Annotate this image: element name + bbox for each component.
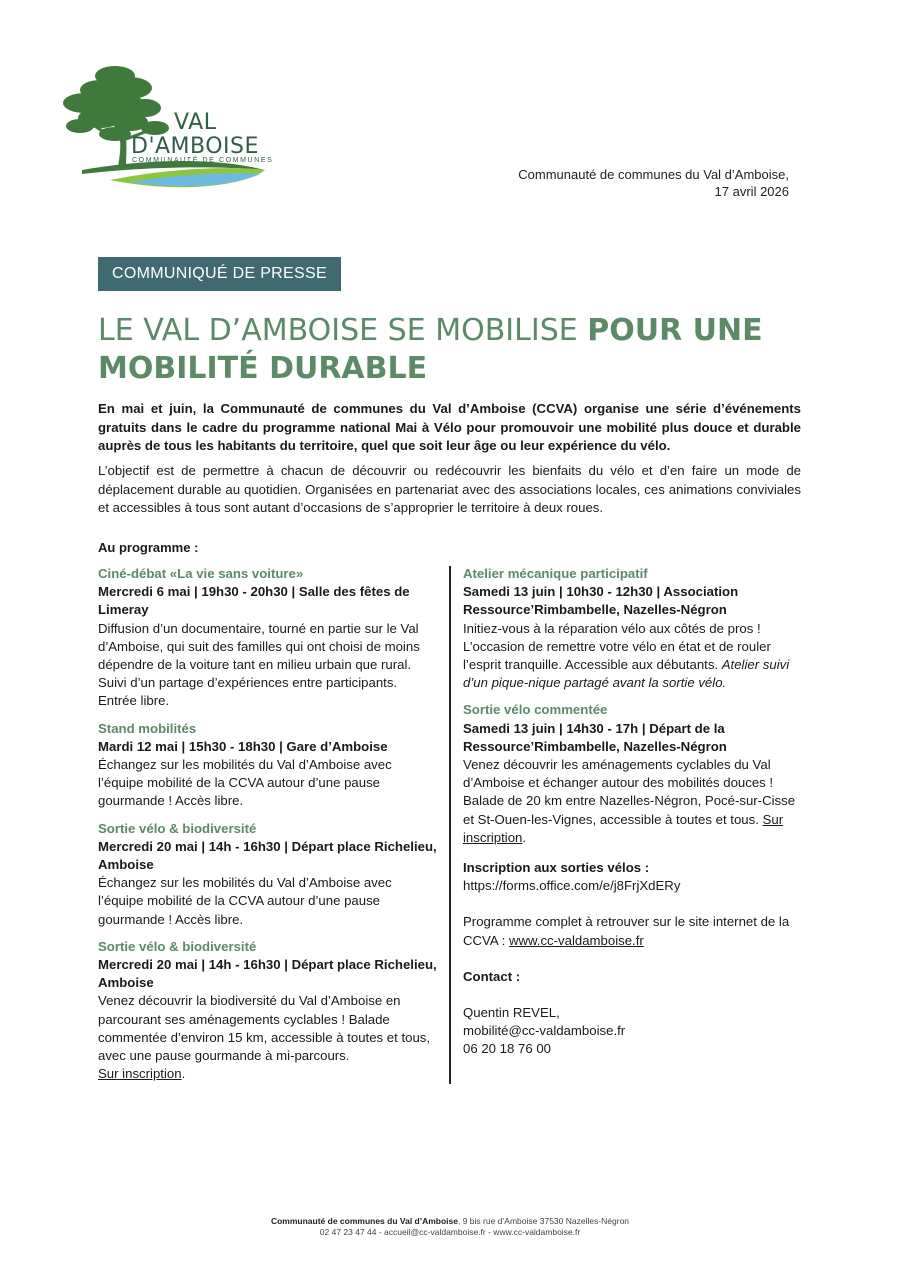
event-item <box>98 720 438 811</box>
event-when: Mercredi 20 mai | 14h - 16h30 | Départ place Richelieu, Amboise <box>98 957 437 991</box>
registration-link[interactable]: Sur inscription <box>463 811 784 845</box>
intro-paragraph: En mai et juin, la Communauté de communes du Val d’Amboise (CCVA) organise une série d’événements gratuits dans le cadre du programme national Mai à Vélo pour promouvoir une mobilité plus douce et durable auprès de tous les habitants du territoire, quel que soit leur âge ou leur expérience du vélo. <box>98 401 801 453</box>
event-desc <box>463 756 808 847</box>
page-title <box>98 312 798 388</box>
event-title: Sortie vélo & biodiversité <box>98 820 257 836</box>
event-when: Mercredi 20 mai | 14h - 16h30 | Départ place Richelieu, Amboise <box>98 838 437 873</box>
event-desc-text: Initiez-vous à la réparation vélo aux côtés de pros ! L’occasion de remettre votre vélo en état et de rouler l’esprit tranquille. Accessible aux débutants. <box>463 620 771 673</box>
event-title: Stand mobilités <box>98 720 197 736</box>
event-item <box>98 820 438 929</box>
event-title: Atelier mécanique participatif <box>463 566 648 581</box>
event-desc: Venez découvrir la biodiversité du Val d’Amboise en parcourant ses aménagements cyclables ! Balade commentée d’environ 15 km, accessible à toutes et tous, avec une pause gourmande à mi-parcours. <box>98 993 431 1064</box>
event-item <box>98 565 438 711</box>
column-divider <box>449 566 451 1084</box>
event-when: Samedi 13 juin | 14h30 - 17h | Départ de la Ressource’Rimbambelle, Nazelles-Négron <box>463 720 727 754</box>
right-column <box>463 565 808 1059</box>
event-title: Sortie vélo commentée <box>463 702 608 718</box>
website-block <box>463 913 808 949</box>
registration-label: Inscription aux sorties vélos : <box>463 860 650 876</box>
event-when: Mardi 12 mai | 15h30 - 18h30 | Gare d’Amboise <box>98 738 388 754</box>
event-desc: Diffusion d’un documentaire, tourné en partie sur le Val d’Amboise, qui suit des familles qui ont choisi de moins dépendre de la voiture tant en milieu urbain que rural. Suivi d’un partage d’expériences entre participants. Entrée libre. <box>98 620 420 709</box>
event-desc-italic: Atelier suivi d’un pique-nique partagé avant la sortie vélo. <box>463 657 790 691</box>
event-item <box>98 938 438 1084</box>
press-release-badge: COMMUNIQUÉ DE PRESSE <box>98 257 341 291</box>
logo <box>60 58 270 198</box>
contact-email[interactable]: mobilité@cc-valdamboise.fr <box>463 1023 626 1039</box>
logo-subtitle: COMMUNAUTÉ DE COMMUNES <box>132 157 274 164</box>
header-org-date <box>518 166 789 200</box>
title-bold-inline: POUR UNE <box>587 313 763 348</box>
logo-text-line2: D'AMBOISE <box>131 134 259 159</box>
contact-name: Quentin REVEL, <box>463 1005 560 1021</box>
registration-url[interactable]: https://forms.office.com/e/j8FrjXdERy <box>463 878 681 894</box>
footer-line1 <box>0 1216 900 1227</box>
tree-logo-icon <box>60 58 270 198</box>
registration-link[interactable]: Sur inscription <box>98 1066 182 1082</box>
event-desc <box>463 620 808 693</box>
event-registration <box>98 1065 438 1083</box>
website-text: Programme complet à retrouver sur le site internet de la CCVA : <box>463 914 790 948</box>
header-org: Communauté de communes du Val d’Amboise, <box>518 167 789 182</box>
event-title: Sortie vélo & biodiversité <box>98 938 257 954</box>
link-suffix: . <box>181 1066 186 1082</box>
event-when: Samedi 13 juin | 10h30 - 12h30 | Association Ressource’Rimbambelle, Nazelles-Négron <box>463 584 739 618</box>
event-desc: Échangez sur les mobilités du Val d’Amboise avec l’équipe mobilité de la CCVA autour d’une pause gourmande ! Accès libre. <box>98 757 392 809</box>
website-link[interactable]: www.cc-valdamboise.fr <box>508 932 644 948</box>
link-suffix: . <box>522 829 527 845</box>
logo-text-line1: VAL <box>174 110 217 135</box>
event-desc-text: Venez découvrir les aménagements cyclables du Val d’Amboise et échanger autour des mobilités douces ! Balade de 20 km entre Nazelles-Négron, Pocé-sur-Cisse et St-Ouen-les-Vignes, accessible à toutes et tous. <box>463 757 796 827</box>
footer-line2: 02 47 23 47 44 - accueil@cc-valdamboise.fr - www.cc-valdamboise.fr <box>319 1227 581 1237</box>
body-paragraph: L’objectif est de permettre à chacun de découvrir ou redécouvrir les bienfaits du vélo et d’en faire un mode de déplacement durable au quotidien. Organisées en partenariat avec des associations locales, ces animations conviviales et accessibles à tous sont autant d’occasions de s’approprier le territoire à deux roues. <box>98 463 801 515</box>
left-column <box>98 565 438 1092</box>
event-when: Mercredi 6 mai | 19h30 - 20h30 | Salle des fêtes de Limeray <box>98 584 410 618</box>
title-bold-line2: MOBILITÉ DURABLE <box>98 351 428 386</box>
event-item <box>463 565 808 692</box>
contact-phone: 06 20 18 76 00 <box>463 1041 551 1057</box>
footer-address: , 9 bis rue d’Amboise 37530 Nazelles-Négron <box>458 1216 630 1226</box>
event-item <box>463 701 808 847</box>
program-label: Au programme : <box>98 540 199 555</box>
contact-label: Contact : <box>463 968 521 984</box>
event-desc: Échangez sur les mobilités du Val d’Amboise avec l’équipe mobilité de la CCVA autour d’une pause gourmande ! Accès libre. <box>98 875 392 927</box>
footer <box>0 1216 900 1238</box>
event-title: Ciné-débat «La vie sans voiture» <box>98 566 304 581</box>
title-light: LE VAL D’AMBOISE SE MOBILISE <box>98 313 588 348</box>
footer-org: Communauté de communes du Val d’Amboise <box>270 1216 458 1226</box>
registration-block <box>463 859 808 895</box>
contact-block <box>463 968 808 1059</box>
header-date: 17 avril 2026 <box>714 184 789 199</box>
